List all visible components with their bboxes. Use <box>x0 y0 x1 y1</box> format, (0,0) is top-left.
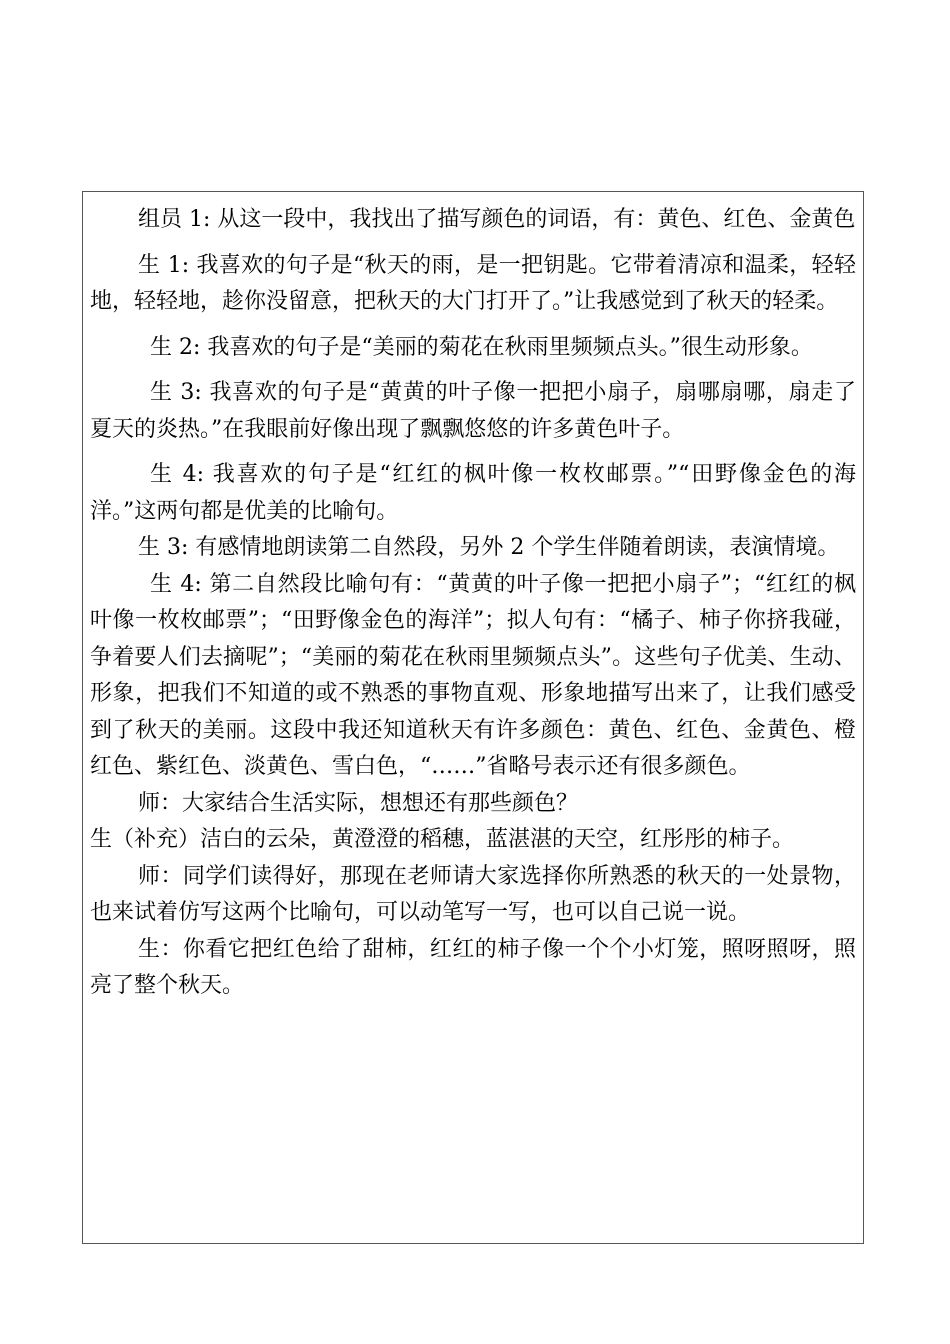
paragraph-student-1: 生 1: 我喜欢的句子是“秋天的雨，是一把钥匙。它带着清凉和温柔，轻轻地，轻轻地，趁你没留意，把秋天的大门打开了。”让我感觉到了秋天的轻柔。 <box>90 252 856 314</box>
paragraph-student-answer: 生：你看它把红色给了甜柿，红红的柿子像一个个小灯笼，照呀照呀，照亮了整个秋天。 <box>90 936 856 998</box>
paragraph-student-3: 生 3: 我喜欢的句子是“黄黄的叶子像一把把小扇子，扇哪扇哪，扇走了夏天的炎热。”在我眼前好像出现了飘飘悠悠的许多黄色叶子。 <box>90 380 856 442</box>
paragraph-student-2: 生 2: 我喜欢的句子是“美丽的菊花在秋雨里频频点头。”很生动形象。 <box>150 334 813 360</box>
paragraph-student-supplement: 生（补充）洁白的云朵，黄澄澄的稻穗，蓝湛湛的天空，红彤彤的柿子。 <box>90 827 795 852</box>
paragraph-teacher-task: 师：同学们读得好，那现在老师请大家选择你所熟悉的秋天的一处景物，也来试着仿写这两个比喻句，可以动笔写一写，也可以自己说一说。 <box>90 863 856 925</box>
paragraph-student-3-reading: 生 3: 有感情地朗读第二自然段，另外 2 个学生伴随着朗读，表演情境。 <box>138 535 840 560</box>
paragraph-student-4: 生 4: 我喜欢的句子是“红红的枫叶像一枚枚邮票。”“田野像金色的海洋。”这两句都是优美的比喻句。 <box>90 462 856 524</box>
paragraph-group-member-1: 组员 1: 从这一段中，我找出了描写颜色的词语，有：黄色、红色、金黄色 <box>138 207 856 232</box>
paragraph-teacher-question: 师：大家结合生活实际，想想还有那些颜色？ <box>138 790 579 816</box>
document-body <box>90 202 856 1005</box>
text-frame <box>82 191 864 1244</box>
paragraph-student-4-analysis: 生 4: 第二自然段比喻句有：“黄黄的叶子像一把把小扇子”；“红红的枫叶像一枚枚邮票”；“田野像金色的海洋”；拟人句有：“橘子、柿子你挤我碰，争着要人们去摘呢”；“美丽的菊花在秋雨里频频点头”。这些句子优美、生动、形象，把我们不知道的或不熟悉的事物直观、形象地描写出来了，让我们感受到了秋天的美丽。这段中我还知道秋天有许多颜色：黄色、红色、金黄色、橙红色、紫红色、淡黄色、雪白色，“……”省略号表示还有很多颜色。 <box>90 571 856 779</box>
